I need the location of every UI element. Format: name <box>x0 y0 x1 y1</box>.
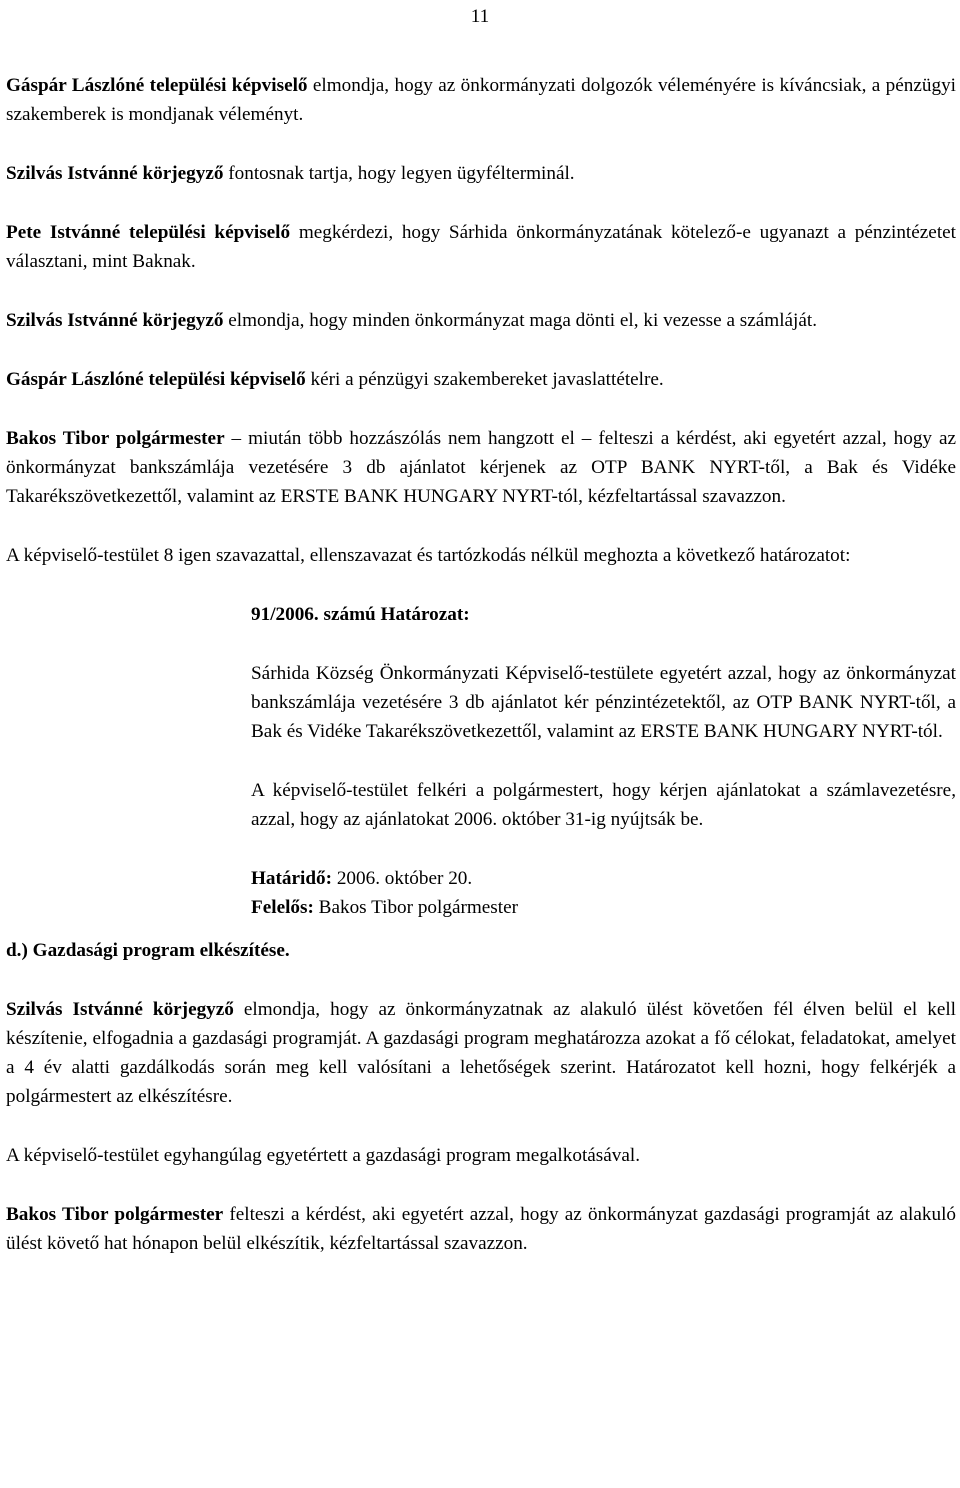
paragraph-text: elmondja, hogy az önkormányzati dolgozók véleményére is kíváncsiak, a pénzügyi szakemberek is mondjanak véleményt. <box>6 75 957 125</box>
speaker-name: Szilvás Istvánné körjegyző <box>6 163 224 184</box>
paragraph-text: A képviselő-testület 8 igen szavazattal, ellenszavazat és tartózkodás nélkül meghozta a következő határozatot: <box>6 545 851 566</box>
paragraph <box>6 541 956 570</box>
section-heading: d.) Gazdasági program elkészítése. <box>6 940 290 961</box>
resolution-text: Sárhida Község Önkormányzati Képviselő-testülete egyetért azzal, hogy az önkormányzat bankszámlája vezetésére 3 db ajánlatot kér pénzintézetektől, az OTP BANK NYRT-től, a Bak és Vidéke Takarékszövetkezettől, valamint az ERSTE BANK HUNGARY NYRT-tól. <box>251 663 956 742</box>
speaker-name: Gáspár Lászlóné települési képviselő <box>6 75 308 96</box>
paragraph <box>6 365 956 394</box>
speaker-name: Bakos Tibor polgármester <box>6 428 225 449</box>
speaker-name: Bakos Tibor polgármester <box>6 1204 224 1225</box>
paragraph <box>6 71 956 129</box>
paragraph <box>6 1200 956 1258</box>
paragraph-text: megkérdezi, hogy Sárhida önkormányzatának kötelező-e ugyanazt a pénzintézetet választani, mint Baknak. <box>6 222 956 272</box>
resolution-block <box>251 600 956 922</box>
paragraph-text: – miután több hozzászólás nem hangzott el – felteszi a kérdést, aki egyetért azzal, hogy az önkormányzat bankszámlája vezetésére 3 db ajánlatot kérjenek az OTP BANK NYRT-től, a Bak és Vidéke Takarékszövetkezettől, valamint az ERSTE BANK HUNGARY NYRT-tól, kézfeltartással szavazzon. <box>6 428 956 507</box>
paragraph <box>6 218 956 276</box>
speaker-name: Gáspár Lászlóné települési képviselő <box>6 369 306 390</box>
paragraph <box>6 424 956 511</box>
paragraph-text: elmondja, hogy az önkormányzatnak az alakuló ülést követően fél élven belül el kell készítenie, elfogadnia a gazdasági programját. A gazdasági program meghatározza azokat a fő célokat, feladatokat, amelyet a 4 év alatti gazdálkodás során meg kell valósítani a lehetőségek szerint. Határozatot kell hozni, hogy felkérjék a polgármestert az elkészítésre. <box>6 999 956 1107</box>
resolution-responsible <box>251 893 956 922</box>
resolution-text: A képviselő-testület felkéri a polgármestert, hogy kérjen ajánlatokat a számlavezetésre, azzal, hogy az ajánlatokat 2006. október 31-ig nyújtsák be. <box>251 780 956 830</box>
resolution-deadline <box>251 864 956 893</box>
paragraph <box>6 1141 956 1170</box>
deadline-value: 2006. október 20. <box>332 868 473 889</box>
paragraph-text: elmondja, hogy minden önkormányzat maga dönti el, ki vezesse a számláját. <box>223 310 818 331</box>
speaker-name: Szilvás Istvánné körjegyző <box>6 999 234 1020</box>
paragraph <box>6 306 956 335</box>
speaker-name: Szilvás Istvánné körjegyző <box>6 310 224 331</box>
resolution-title: 91/2006. számú Határozat: <box>251 604 470 625</box>
deadline-label: Határidő: <box>251 868 333 889</box>
paragraph-text: fontosnak tartja, hogy legyen ügyfélterminál. <box>223 163 575 184</box>
paragraph-text: felteszi a kérdést, aki egyetért azzal, hogy az önkormányzat gazdasági programját az alakuló ülést követő hat hónapon belül elkészítik, kézfeltartással szavazzon. <box>6 1204 956 1254</box>
paragraph-text: kéri a pénzügyi szakembereket javaslattételre. <box>305 369 664 390</box>
page-number: 11 <box>470 6 490 27</box>
paragraph <box>6 995 956 1111</box>
responsible-value: Bakos Tibor polgármester <box>313 897 519 918</box>
document-body <box>6 71 956 1258</box>
paragraph-text: A képviselő-testület egyhangúlag egyetértett a gazdasági program megalkotásával. <box>6 1145 641 1166</box>
responsible-label: Felelős: <box>251 897 314 918</box>
speaker-name: Pete Istvánné települési képviselő <box>6 222 291 243</box>
paragraph <box>6 159 956 188</box>
